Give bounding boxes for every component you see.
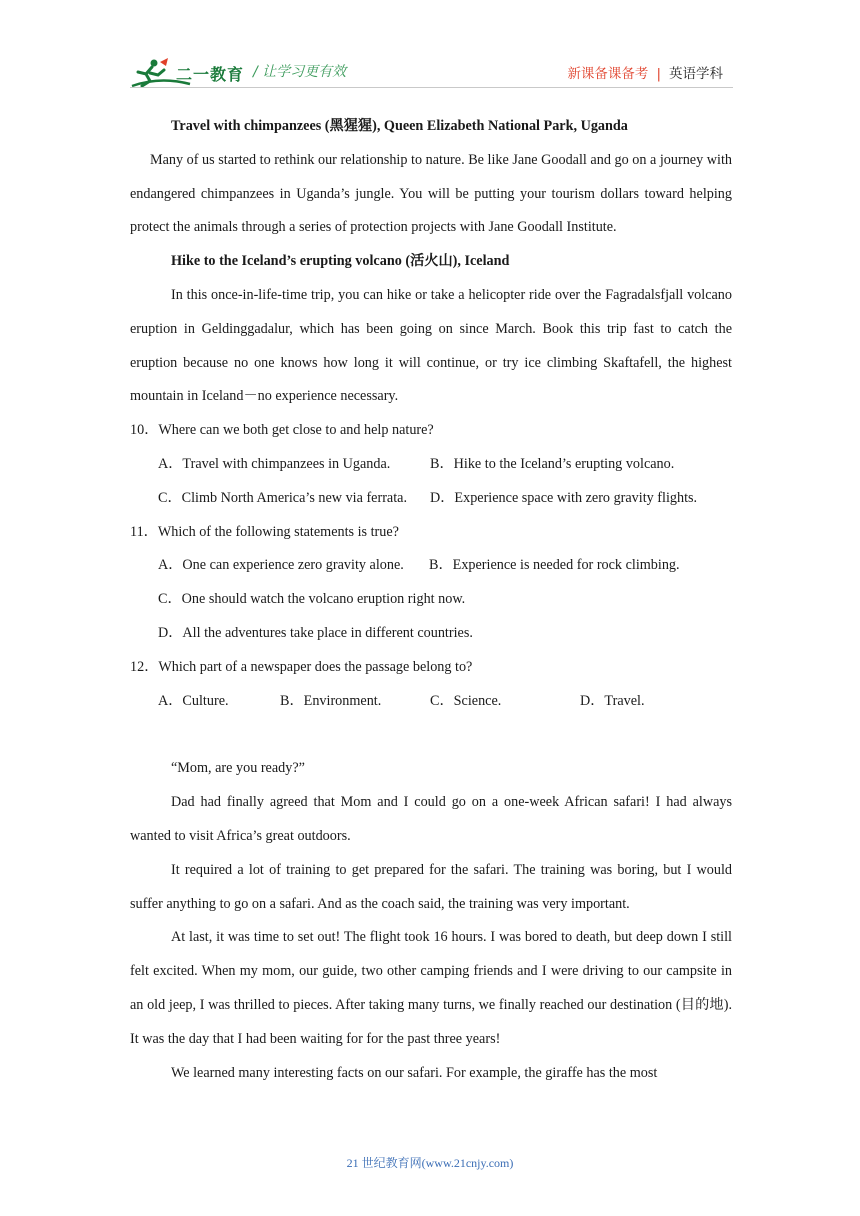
option-a: A．One can experience zero gravity alone. xyxy=(158,557,404,574)
option-a: A．Travel with chimpanzees in Uganda. xyxy=(158,455,391,472)
page-footer: 21 世纪教育网(www.21cnjy.com) xyxy=(346,1156,514,1170)
option-c: C．Climb North America’s new via ferrata. xyxy=(158,489,408,506)
question-10-options-row2 xyxy=(130,482,732,516)
header-separator: | xyxy=(656,66,661,82)
spacer xyxy=(130,718,732,752)
question-12-options xyxy=(130,685,732,719)
section2-body: In this once-in-life-time trip, you can hike or take a helicopter ride over the Fagradalsfjall volcano eruption in Geldinggadalur, which has been going on since March. Book this trip fast to catch the eruption because no one knows how long it will continue, or try ice climbing Skaftafell, the highest mountain in Iceland－no experience necessary. xyxy=(130,286,732,405)
header-label: 新课备课备考 xyxy=(567,66,649,82)
story-paragraph: We learned many interesting facts on our safari. For example, the giraffe has the most xyxy=(171,1064,658,1081)
question-11-options-row2 xyxy=(130,583,732,617)
option-c: C．One should watch the volcano eruption right now. xyxy=(158,591,466,608)
page-header xyxy=(0,0,860,95)
question-11-options-row3 xyxy=(130,617,732,651)
story-paragraph: At last, it was time to set out! The flight took 16 hours. I was bored to death, but deep down I still felt excited. When my mom, our guide, two other camping friends and I were driving to our campsite in an old jeep, I was thrilled to pieces. After taking many turns, we finally reached our destination (目的地). It was the day that I had been waiting for for the past three years! xyxy=(130,929,732,1047)
logo-text: 二一教育 xyxy=(176,65,245,84)
question-10-stem: 10．Where can we both get close to and help nature? xyxy=(130,422,434,439)
question-11-stem: 11．Which of the following statements is true? xyxy=(130,523,399,540)
option-b: B．Experience is needed for rock climbing. xyxy=(429,557,680,574)
option-d: D．All the adventures take place in different countries. xyxy=(158,624,473,641)
section1-heading: Travel with chimpanzees (黑猩猩), Queen Elizabeth National Park, Uganda xyxy=(171,118,628,134)
option-a: A．Culture. xyxy=(158,692,229,709)
story-paragraph: Dad had finally agreed that Mom and I could go on a one-week African safari! I had always wanted to visit Africa’s great outdoors. xyxy=(130,794,732,844)
option-d: D．Travel. xyxy=(580,692,645,709)
option-c: C．Science. xyxy=(430,692,502,709)
header-slogan: / 让学习更有效 xyxy=(253,64,347,80)
story-paragraph: It required a lot of training to get prepared for the safari. The training was boring, but I would suffer anything to go on a safari. And as the coach said, the training was very important. xyxy=(130,861,732,912)
option-b: B．Hike to the Iceland’s erupting volcano. xyxy=(430,455,675,472)
story-paragraph: “Mom, are you ready?” xyxy=(171,760,305,777)
question-12-stem: 12．Which part of a newspaper does the passage belong to? xyxy=(130,658,473,675)
question-10-options-row1 xyxy=(130,448,732,482)
option-b: B．Environment. xyxy=(280,692,382,709)
document-body xyxy=(130,110,732,1090)
header-right xyxy=(567,62,723,82)
header-divider xyxy=(130,87,733,88)
option-d: D．Experience space with zero gravity flights. xyxy=(430,489,698,506)
section2-heading: Hike to the Iceland’s erupting volcano (活火山), Iceland xyxy=(171,253,510,270)
header-subject: 英语学科 xyxy=(669,66,723,82)
section1-body: Many of us started to rethink our relationship to nature. Be like Jane Goodall and go on a journey with endangered chimpanzees in Uganda’s jungle. You will be putting your tourism dollars toward helping protect the animals through a series of protection projects with Jane Goodall Institute. xyxy=(130,151,732,236)
question-11-options-row1 xyxy=(130,549,732,583)
